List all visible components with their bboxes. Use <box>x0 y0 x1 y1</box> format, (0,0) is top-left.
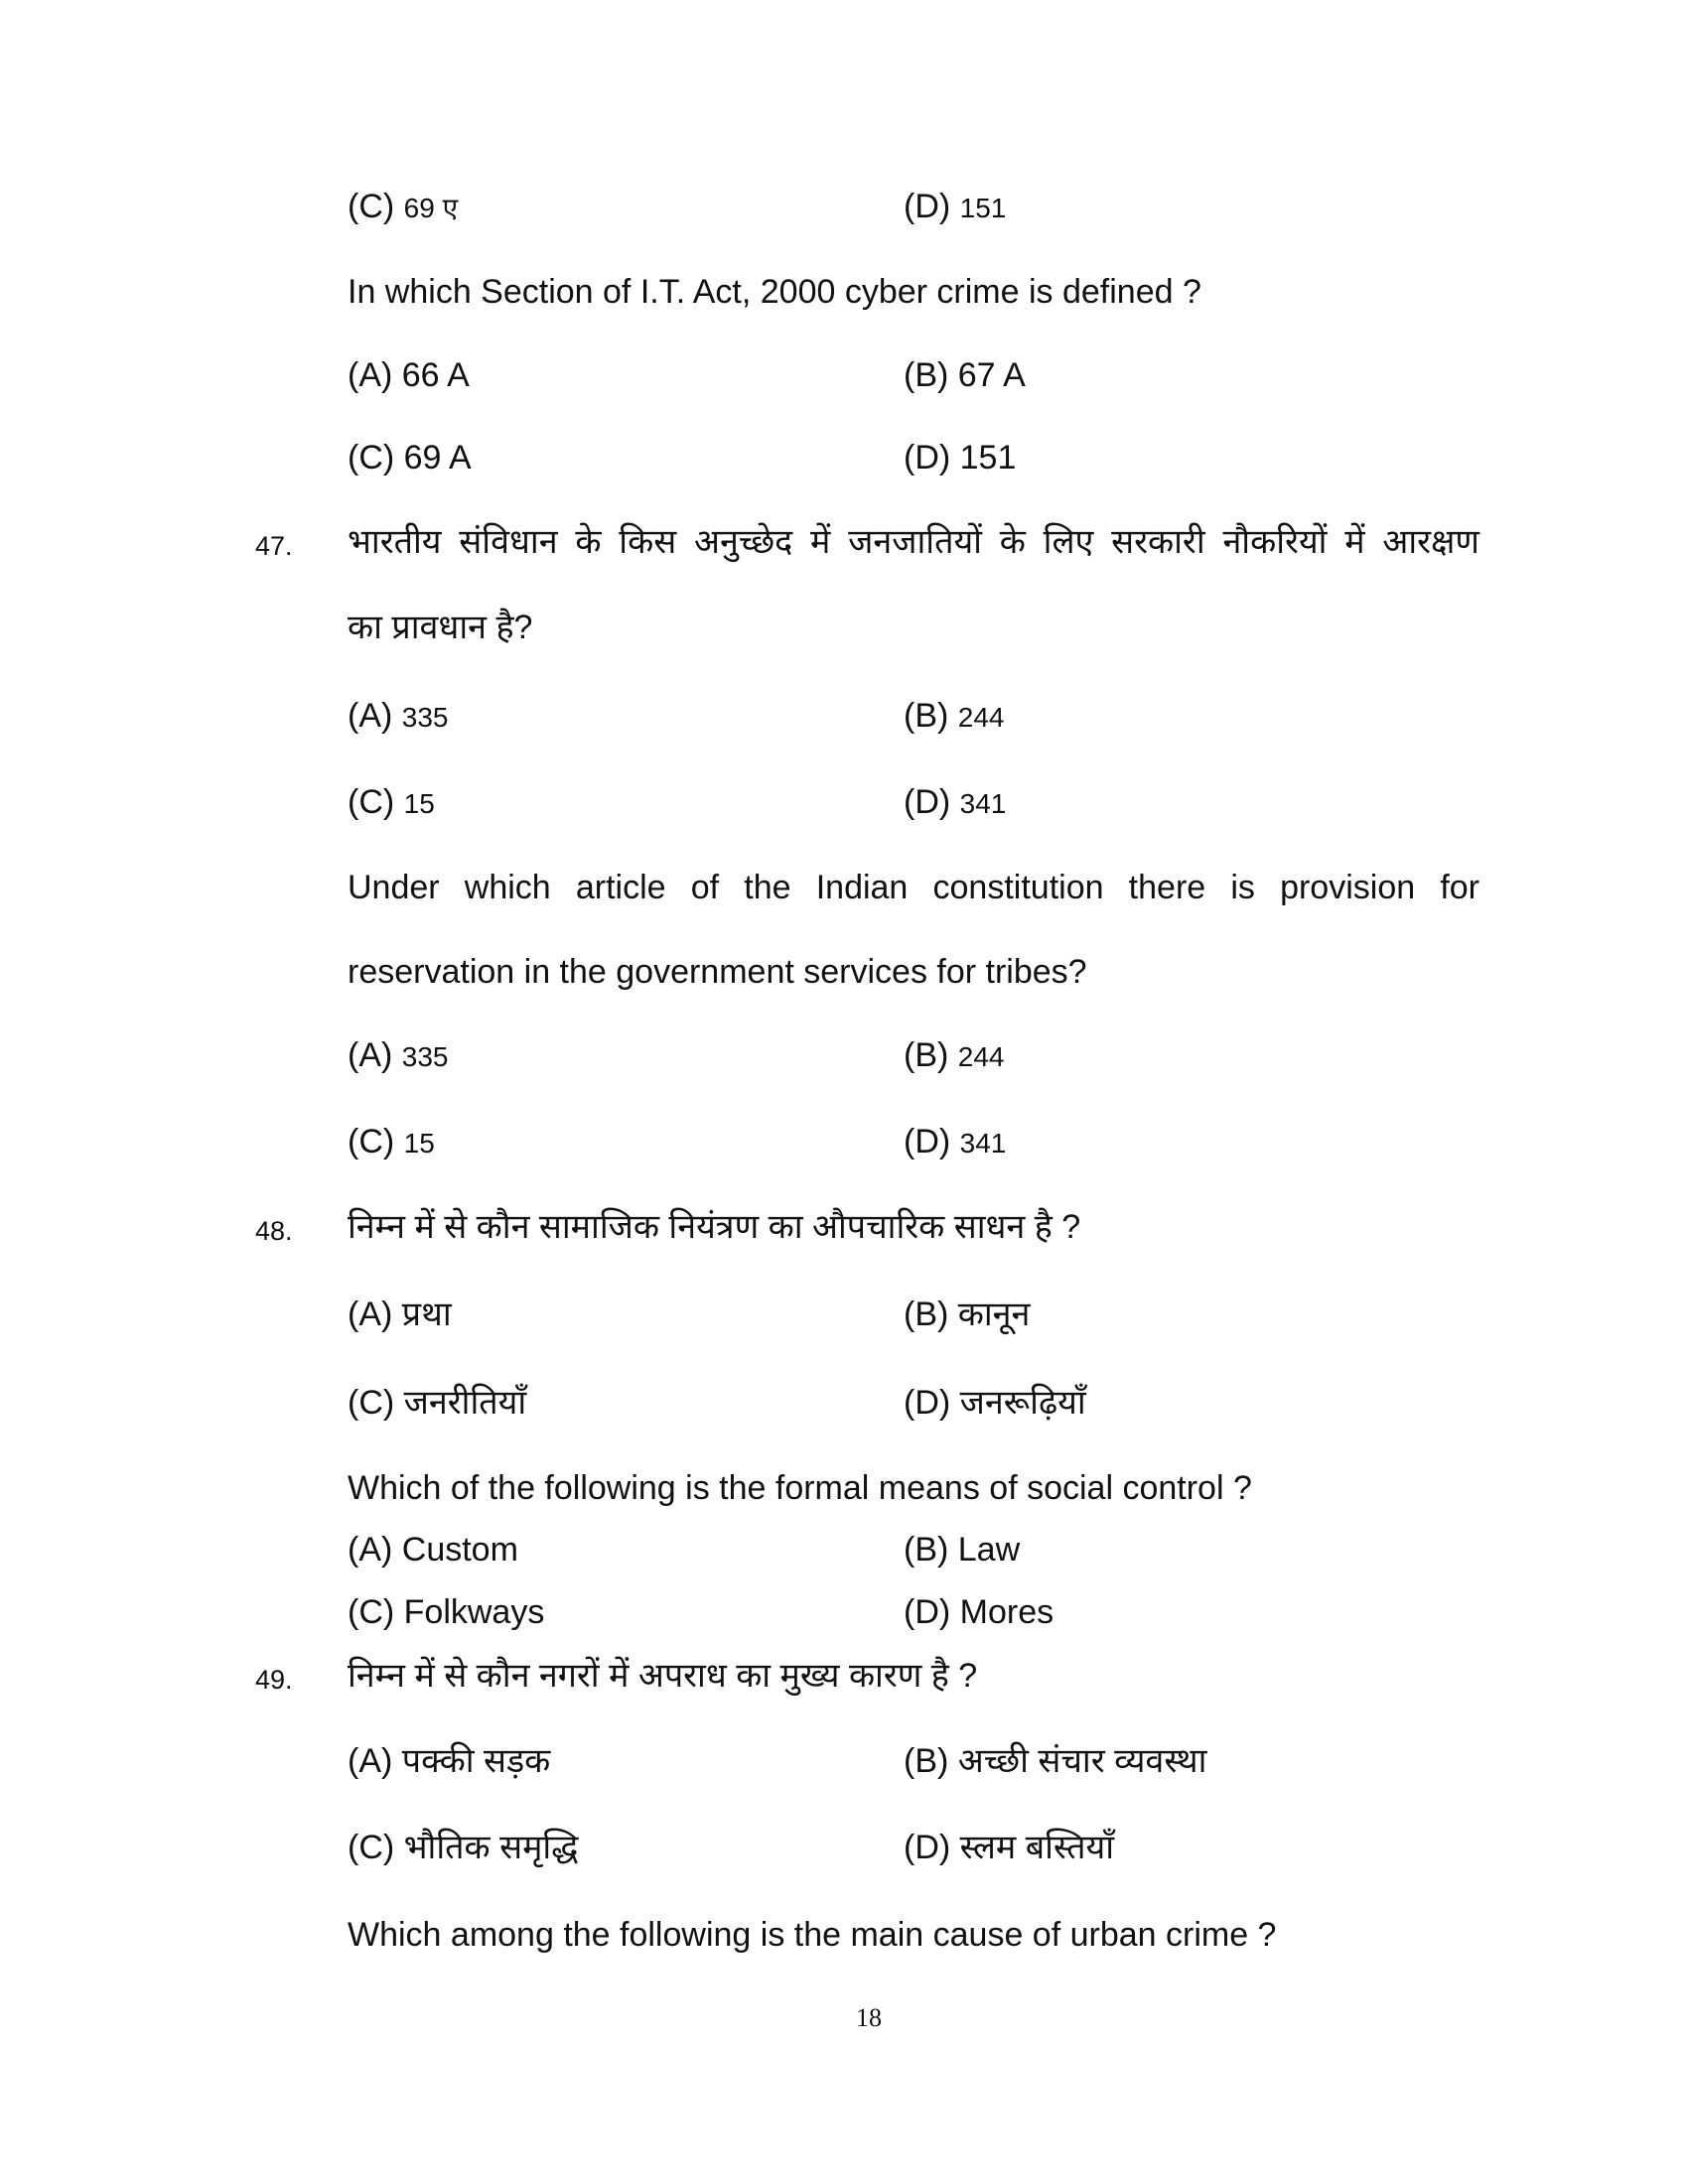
option-d: (D) 151 <box>904 439 1017 477</box>
option-d: (D) जनरूढ़ियाँ <box>904 1384 1086 1422</box>
option-b: (B) Law <box>904 1531 1021 1569</box>
question-text-hi: निम्न में से कौन नगरों में अपराध का मुख्य कारण है ? <box>348 1657 978 1695</box>
option-b: (B) 244 <box>904 697 1005 735</box>
question-number: 47. <box>255 531 293 561</box>
option-b: (B) 67 A <box>904 356 1026 394</box>
question-text-en: Which of the following is the formal means of social control ? <box>348 1469 1252 1507</box>
option-d: (D) Mores <box>904 1593 1055 1631</box>
option-d: (D) 151 <box>904 188 1007 225</box>
option-b: (B) कानून <box>904 1296 1031 1333</box>
option-d: (D) स्लम बस्तियाँ <box>904 1829 1115 1866</box>
option-c: (C) 69 A <box>348 439 472 477</box>
option-a: (A) 335 <box>348 1036 449 1074</box>
option-c: (C) Folkways <box>348 1593 545 1631</box>
option-a: (A) 66 A <box>348 356 470 394</box>
question-text-en: In which Section of I.T. Act, 2000 cyber crime is defined ? <box>348 273 1201 311</box>
question-text-en-cont: reservation in the government services for tribes? <box>348 953 1087 991</box>
option-c: (C) 69 ए <box>348 188 459 225</box>
page-number: 18 <box>856 2003 882 2032</box>
option-a: (A) 335 <box>348 697 449 735</box>
option-a: (A) प्रथा <box>348 1296 452 1333</box>
question-text-hi-cont: का प्रावधान है? <box>348 609 533 646</box>
option-a: (A) पक्की सड़क <box>348 1742 551 1780</box>
option-b: (B) 244 <box>904 1036 1005 1074</box>
option-b: (B) अच्छी संचार व्यवस्था <box>904 1742 1207 1780</box>
option-d: (D) 341 <box>904 1123 1007 1160</box>
option-c: (C) भौतिक समृद्धि <box>348 1829 579 1866</box>
option-c: (C) 15 <box>348 1123 435 1160</box>
question-text-hi: भारतीय संविधान के किस अनुच्छेद में जनजातियों के लिए सरकारी नौकरियों में आरक्षण <box>348 523 1479 561</box>
option-c: (C) 15 <box>348 783 435 821</box>
question-text-en: Under which article of the Indian constitution there is provision for <box>348 869 1479 906</box>
question-number: 48. <box>255 1216 293 1246</box>
question-text-en: Which among the following is the main cause of urban crime ? <box>348 1916 1277 1954</box>
question-text-hi: निम्न में से कौन सामाजिक नियंत्रण का औपचारिक साधन है ? <box>348 1208 1081 1246</box>
option-d: (D) 341 <box>904 783 1007 821</box>
question-number: 49. <box>255 1665 293 1695</box>
option-a: (A) Custom <box>348 1531 518 1569</box>
option-c: (C) जनरीतियाँ <box>348 1384 527 1422</box>
